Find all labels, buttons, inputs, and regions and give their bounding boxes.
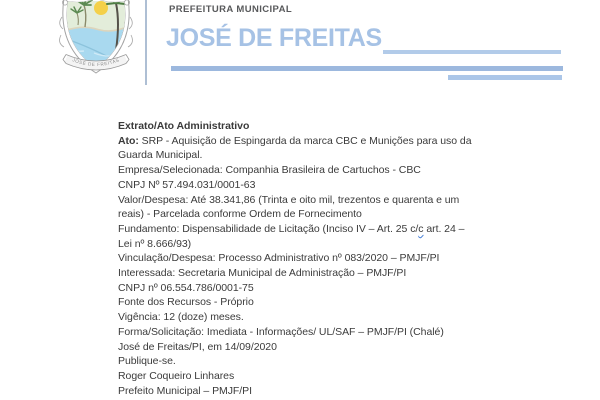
document-line: Roger Coqueiro Linhares — [118, 369, 235, 382]
letterhead-subtitle: PREFEITURA MUNICIPAL — [169, 4, 293, 15]
spellcheck-underline: c — [418, 222, 424, 235]
header-divider — [145, 0, 147, 85]
letterhead-title: JOSÉ DE FREITAS — [166, 24, 382, 52]
document-line: CNPJ nº 06.554.786/0001-75 — [118, 281, 254, 294]
document-line: Valor/Despesa: Até 38.341,86 (Trinta e oito mil, trezentos e quarenta e um — [118, 193, 460, 206]
document-line: reais) - Parcelada conforme Ordem de Fornecimento — [118, 208, 362, 221]
logo-ribbon-text: JOSÉ DE FREITAS — [71, 57, 121, 68]
header-rule-top — [383, 50, 561, 54]
document-line: Guarda Municipal. — [118, 149, 203, 162]
document-line: Empresa/Selecionada: Companhia Brasileira de Cartuchos - CBC — [118, 164, 421, 177]
header-rule-bottom — [448, 75, 562, 80]
document-line: José de Freitas/PI, em 14/09/2020 — [118, 340, 277, 353]
document-lines — [118, 119, 548, 398]
document-line: Publique-se. — [118, 355, 176, 368]
document-line: Interessada: Secretaria Municipal de Administração – PMJF/PI — [118, 267, 407, 280]
document-line: CNPJ Nº 57.494.031/0001-63 — [118, 178, 256, 191]
document-line: Vinculação/Despesa: Processo Administrativo nº 083/2020 – PMJF/PI — [118, 252, 440, 265]
document-line: Fundamento: Dispensabilidade de Licitação (Inciso IV – Art. 25 c/c art. 24 – — [118, 222, 465, 235]
header-rule-middle — [171, 66, 563, 71]
document-line: Vigência: 12 (doze) meses. — [118, 311, 244, 324]
document-title: Extrato/Ato Administrativo — [118, 120, 250, 132]
document-line: Prefeito Municipal – PMJF/PI — [118, 384, 252, 397]
coat-of-arms-icon — [54, 0, 138, 85]
document-line: Fonte dos Recursos - Próprio — [118, 296, 254, 309]
document-line: Ato: SRP - Aquisição de Espingarda da marca CBC e Munições para uso da — [118, 134, 472, 147]
document-line: Forma/Solicitação: Imediata - Informações/ UL/SAF – PMJF/PI (Chalé) — [118, 325, 444, 338]
document-line: Lei nº 8.666/93) — [118, 237, 192, 250]
